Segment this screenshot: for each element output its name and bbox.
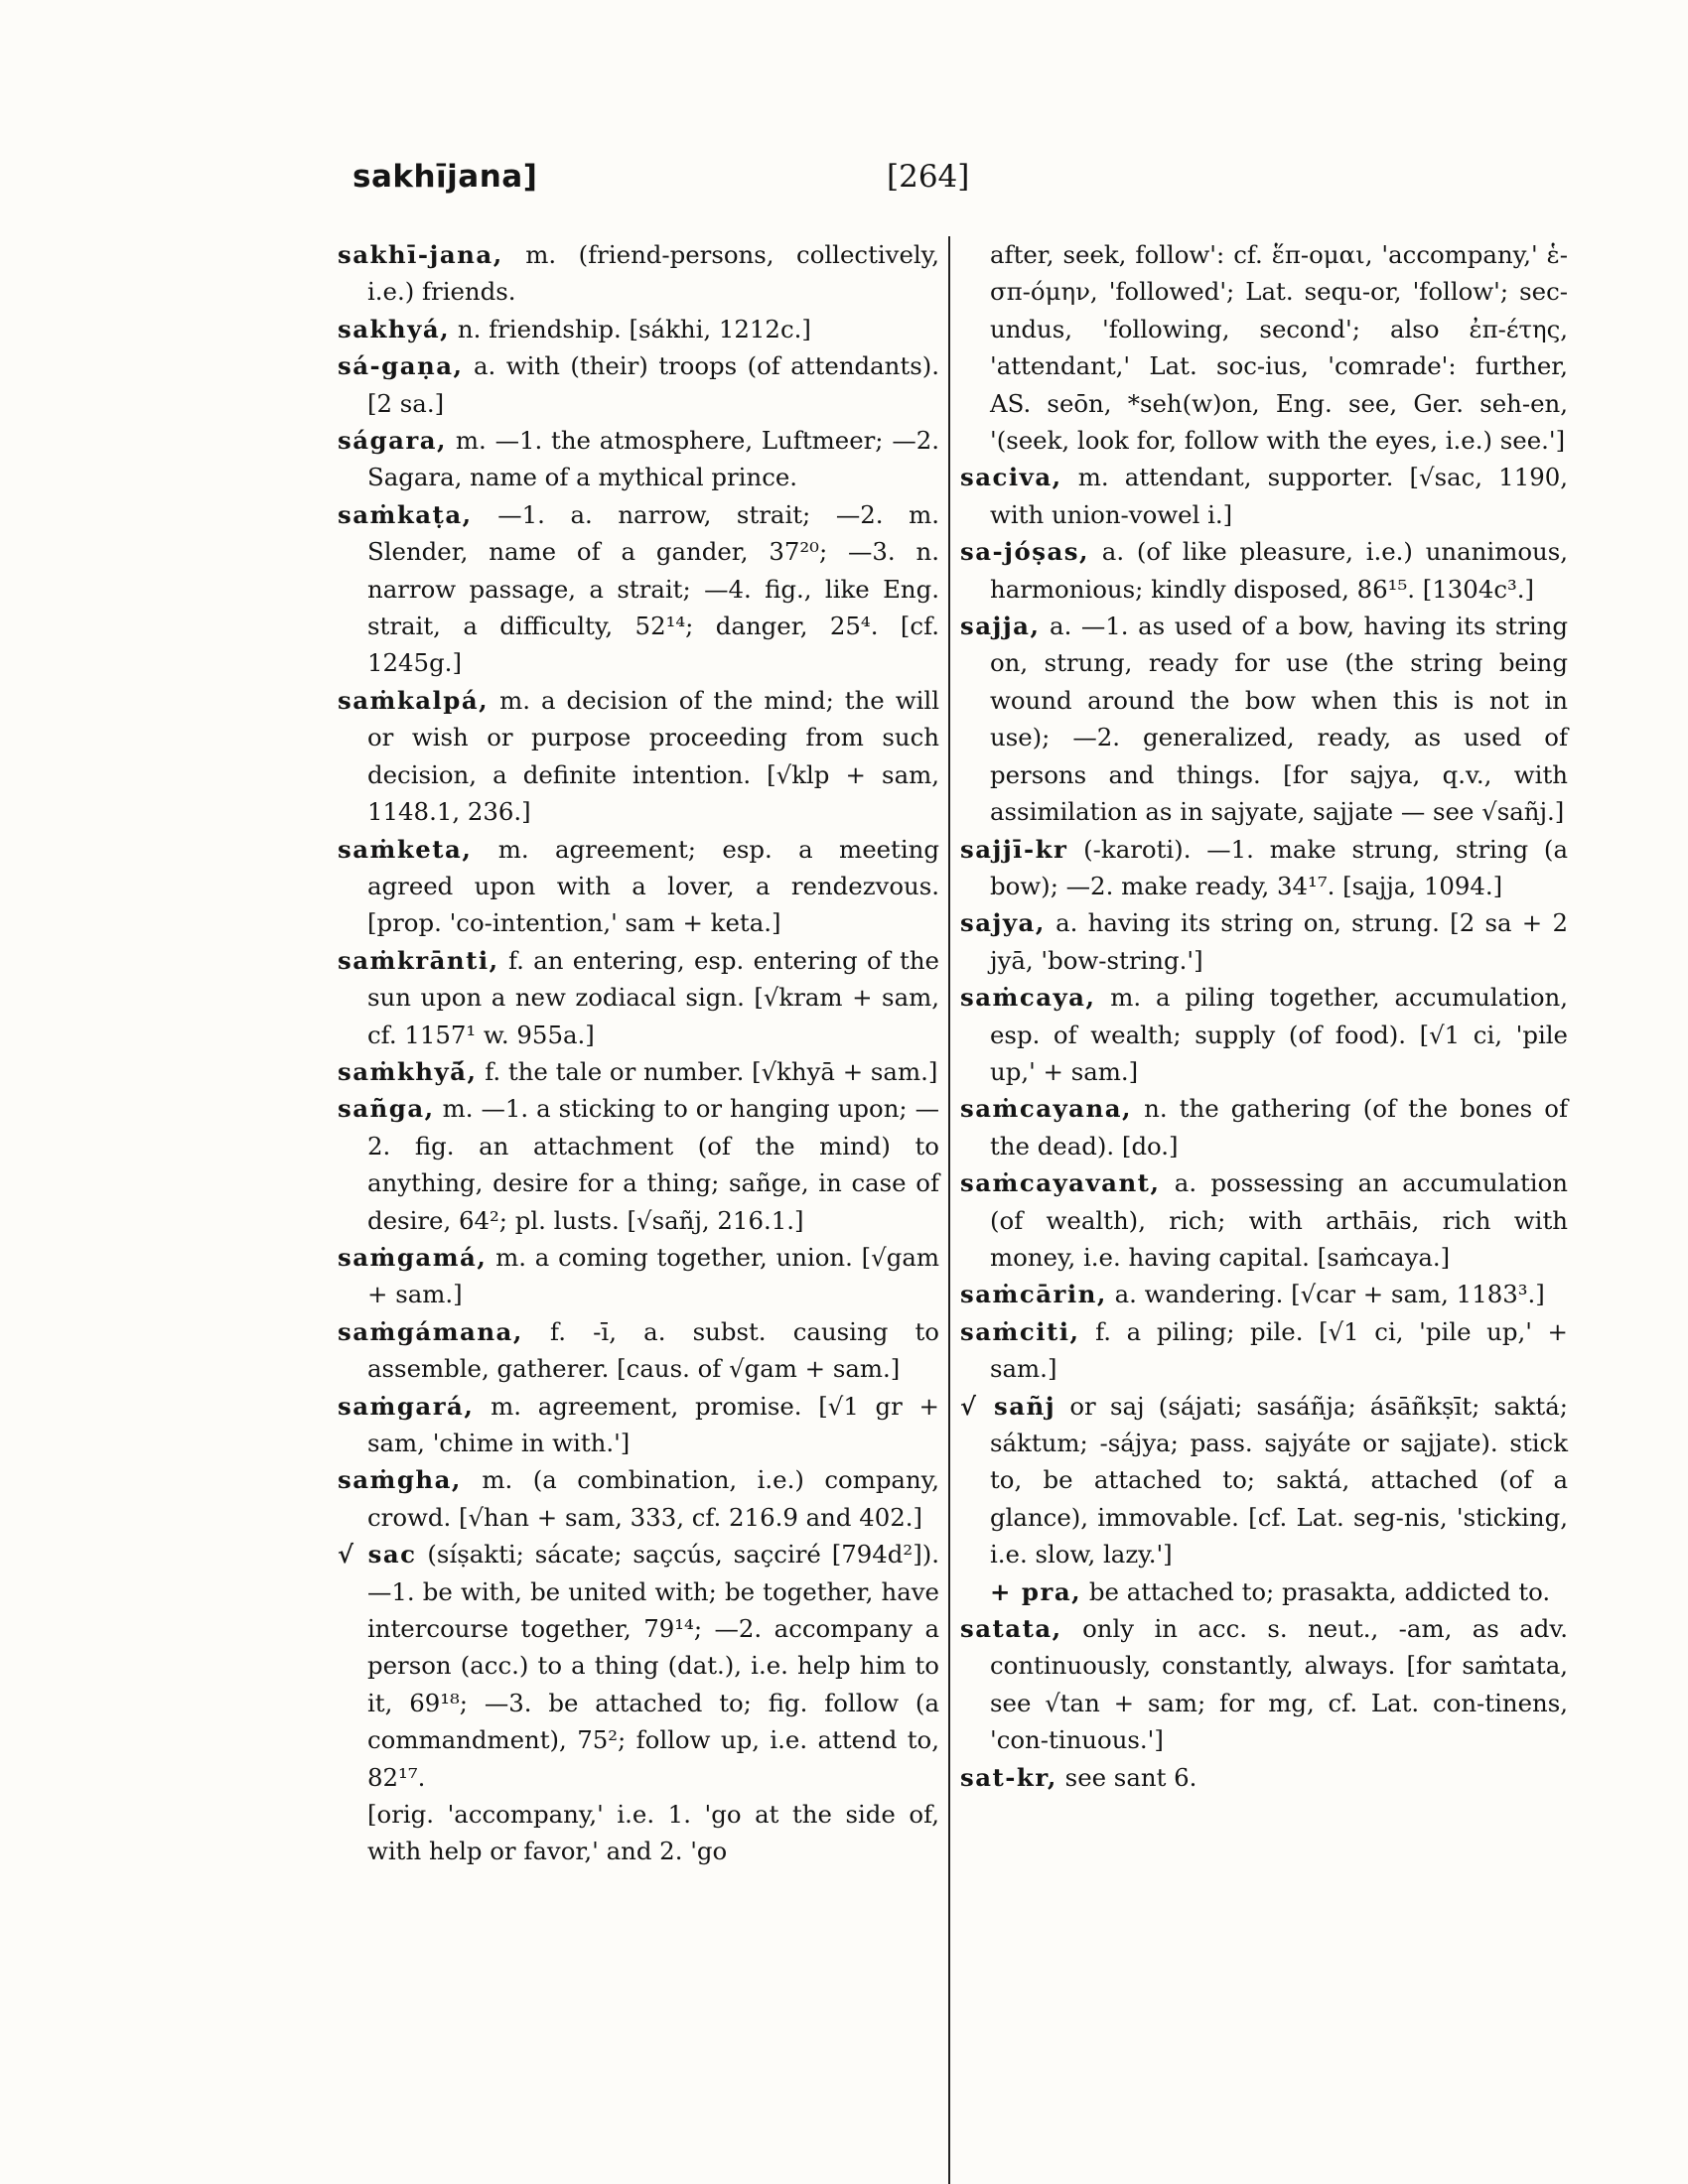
dictionary-entry bbox=[960, 608, 1568, 830]
entry-headword: saciva, bbox=[960, 463, 1062, 492]
running-head: sakhījana] bbox=[352, 159, 538, 195]
dictionary-entry bbox=[960, 459, 1568, 533]
entry-headword: saṁcayavant, bbox=[960, 1168, 1161, 1198]
entry-headword: √ sac bbox=[338, 1540, 417, 1570]
page-number: [264] bbox=[887, 159, 970, 195]
entry-definition: m. agreement; esp. a meeting agreed upon with a lover, a rendezvous. [prop. 'co-intention,' sam + keta.] bbox=[367, 834, 939, 938]
entry-definition: a. having its string on, strung. [2 sa + 2 jyā, 'bow-string.'] bbox=[990, 908, 1568, 975]
entry-definition: a. with (their) troops (of attendants). [2 sa.] bbox=[367, 351, 939, 418]
entry-definition: a. (of like pleasure, i.e.) unanimous, harmonious; kindly disposed, 86¹⁵. [1304c³.] bbox=[990, 537, 1568, 604]
dictionary-entry bbox=[338, 682, 939, 831]
entry-definition: only in acc. s. neut., -am, as adv. continuously, constantly, always. [for saṁtata, see √tan + sam; for mg, cf. Lat. con-tinens, 'con-tinuous.'] bbox=[990, 1614, 1568, 1755]
entry-headword: sat-kr, bbox=[960, 1762, 1057, 1792]
entry-definition: m. a coming together, union. [√gam + sam.] bbox=[367, 1242, 939, 1309]
dictionary-entry bbox=[960, 1388, 1568, 1573]
dictionary-entry bbox=[338, 1388, 939, 1462]
entry-definition: be attached to; prasakta, addicted to. bbox=[1088, 1576, 1551, 1606]
dictionary-entry bbox=[338, 831, 939, 942]
entry-definition: m. —1. the atmosphere, Luftmeer; —2. Sagara, name of a mythical prince. bbox=[367, 426, 939, 492]
dictionary-entry bbox=[960, 1164, 1568, 1276]
dictionary-entry bbox=[960, 1759, 1568, 1796]
etymology-continuation: [orig. 'accompany,' i.e. 1. 'go at the side of, with help or favor,' and 2. 'go bbox=[367, 1800, 939, 1866]
entry-definition: a. possessing an accumulation (of wealth), rich; with arthāis, rich with money, i.e. having capital. [saṁcaya.] bbox=[990, 1168, 1568, 1272]
entry-headword: satata, bbox=[960, 1614, 1062, 1644]
dictionary-entry bbox=[338, 1461, 939, 1536]
entry-headword: sa-jóṣas, bbox=[960, 537, 1090, 567]
entry-headword: sajjī-kr bbox=[960, 834, 1068, 864]
entry-headword: saṁcārin, bbox=[960, 1280, 1107, 1309]
etymology-continuation: after, seek, follow': cf. ἕπ-ομαι, 'accompany,' ἑ-σπ-όμην, 'followed'; Lat. sequ-or, 'follow'; sec-undus, 'following, second'; also ἐπ-έτης, 'attendant,' Lat. soc-ius, 'comrade': further, AS. seōn, *seh(w)on, Eng. see, Ger. seh-en, '(seek, look for, follow with the eyes, i.e.) see.'] bbox=[990, 240, 1568, 456]
entry-headword: saṁkalpá, bbox=[338, 685, 490, 715]
dictionary-entry bbox=[338, 347, 939, 422]
entry-headword: saṁgha, bbox=[338, 1465, 462, 1495]
dictionary-entry bbox=[338, 236, 939, 311]
dictionary-entry bbox=[960, 1313, 1568, 1388]
entry-definition: f. the tale or number. [√khyā + sam.] bbox=[485, 1056, 938, 1086]
dictionary-entry bbox=[960, 979, 1568, 1090]
entry-definition: a. wandering. [√car + sam, 1183³.] bbox=[1114, 1280, 1545, 1309]
entry-headword: √ sañj bbox=[960, 1391, 1056, 1421]
entry-headword: sajja, bbox=[960, 612, 1041, 641]
entry-headword: saṁciti, bbox=[960, 1316, 1080, 1346]
dictionary-entry bbox=[960, 533, 1568, 608]
column-divider bbox=[948, 236, 950, 2184]
entry-headword: sañga, bbox=[338, 1094, 435, 1124]
entry-headword: saṁkhyā́, bbox=[338, 1056, 478, 1086]
entry-headword: saṁkrānti, bbox=[338, 945, 499, 975]
dictionary-entry bbox=[960, 1276, 1568, 1312]
entry-definition: (-karoti). —1. make strung, string (a bow); —2. make ready, 34¹⁷. [sajja, 1094.] bbox=[990, 834, 1568, 900]
entry-headword: sajya, bbox=[960, 908, 1046, 938]
dictionary-entry bbox=[960, 1610, 1568, 1759]
entry-definition: f. an entering, esp. entering of the sun upon a new zodiacal sign. [√kram + sam, cf. 1157¹ w. 955a.] bbox=[367, 945, 939, 1049]
dictionary-entry bbox=[960, 1090, 1568, 1164]
entry-definition: f. -ī, a. subst. causing to assemble, gatherer. [caus. of √gam + sam.] bbox=[367, 1316, 939, 1384]
entry-headword: saṁcayana, bbox=[960, 1094, 1133, 1124]
entry-definition: m. agreement, promise. [√1 gr + sam, 'chime in with.'] bbox=[367, 1391, 939, 1457]
entry-headword: saṁkaṭa, bbox=[338, 499, 473, 529]
dictionary-entry bbox=[338, 1313, 939, 1388]
entry-definition: n. friendship. [sákhi, 1212c.] bbox=[457, 314, 811, 343]
entry-headword: sakhī-jana, bbox=[338, 240, 503, 269]
dictionary-entry bbox=[338, 1053, 939, 1090]
right-column bbox=[960, 236, 1568, 1796]
entry-definition: a. —1. as used of a bow, having its string on, strung, ready for use (the string being wound around the bow when this is not in use); —2. generalized, ready, as used of persons and things. [for sajya, q.v., with assimilation as in sajyate, sajjate — see √sañj.] bbox=[990, 612, 1568, 827]
dictionary-entry bbox=[338, 311, 939, 347]
entry-definition: see sant 6. bbox=[1064, 1762, 1197, 1792]
dictionary-entry bbox=[960, 904, 1568, 979]
entry-definition: m. a decision of the mind; the will or wish or purpose proceeding from such decision, a definite intention. [√klp + sam, 1148.1, 236.] bbox=[367, 685, 939, 827]
entry-definition: m. —1. a sticking to or hanging upon; —2. fig. an attachment (of the mind) to anything, desire for a thing; sañge, in case of desire, 64²; pl. lusts. [√sañj, 216.1.] bbox=[367, 1094, 939, 1235]
entry-definition: m. (a combination, i.e.) company, crowd. [√han + sam, 333, cf. 216.9 and 402.] bbox=[367, 1465, 939, 1532]
entry-definition: f. a piling; pile. [√1 ci, 'pile up,' + sam.] bbox=[990, 1316, 1568, 1384]
entry-definition: (síṣakti; sácate; saçcús, saçciré [794d²]). —1. be with, be united with; be together, have intercourse together, 79¹⁴; —2. accompany a person (acc.) to a thing (dat.), i.e. help him to it, 69¹⁸; —3. be attached to; fig. follow (a commandment), 75²; follow up, i.e. attend to, 82¹⁷. bbox=[367, 1540, 939, 1792]
dictionary-entry bbox=[338, 496, 939, 682]
entry-headword: saṁgamá, bbox=[338, 1242, 488, 1272]
dictionary-entry bbox=[338, 942, 939, 1053]
entry-headword: saṁgará, bbox=[338, 1391, 475, 1421]
dictionary-entry bbox=[960, 831, 1568, 905]
left-column bbox=[338, 236, 939, 1870]
entry-headword: sakhyá, bbox=[338, 314, 451, 343]
entry-headword: saṁcaya, bbox=[960, 983, 1096, 1013]
entry-headword: + pra, bbox=[990, 1576, 1082, 1606]
entry-definition: m. attendant, supporter. [√sac, 1190, with union-vowel i.] bbox=[990, 463, 1568, 529]
dictionary-entry bbox=[338, 1239, 939, 1313]
dictionary-entry bbox=[338, 1536, 939, 1796]
entry-definition: or saj (sájati; sasáñja; ásāñkṣīt; saktá; sáktum; -sájya; pass. sajyáte or sajjate). stick to, be attached to; saktá, attached (of a glance), immovable. [cf. Lat. seg-nis, 'sticking, i.e. slow, lazy.'] bbox=[990, 1391, 1568, 1570]
entry-headword: sá-gaṇa, bbox=[338, 351, 464, 381]
entry-definition: —1. a. narrow, strait; —2. m. Slender, name of a gander, 37²⁰; —3. n. narrow passage, a strait; —4. fig., like Eng. strait, a difficulty, 52¹⁴; danger, 25⁴. [cf. 1245g.] bbox=[367, 499, 939, 678]
entry-definition: m. a piling together, accumulation, esp. of wealth; supply (of food). [√1 ci, 'pile up,' + sam.] bbox=[990, 983, 1568, 1086]
entry-headword: saṁketa, bbox=[338, 834, 473, 864]
dictionary-entry bbox=[338, 422, 939, 496]
dictionary-entry bbox=[338, 1090, 939, 1239]
entry-headword: saṁgámana, bbox=[338, 1316, 523, 1346]
entry-definition: n. the gathering (of the bones of the dead). [do.] bbox=[990, 1094, 1568, 1160]
entry-headword: ságara, bbox=[338, 426, 448, 456]
dictionary-entry bbox=[960, 1573, 1568, 1610]
entry-definition: m. (friend-persons, collectively, i.e.) friends. bbox=[367, 240, 939, 307]
